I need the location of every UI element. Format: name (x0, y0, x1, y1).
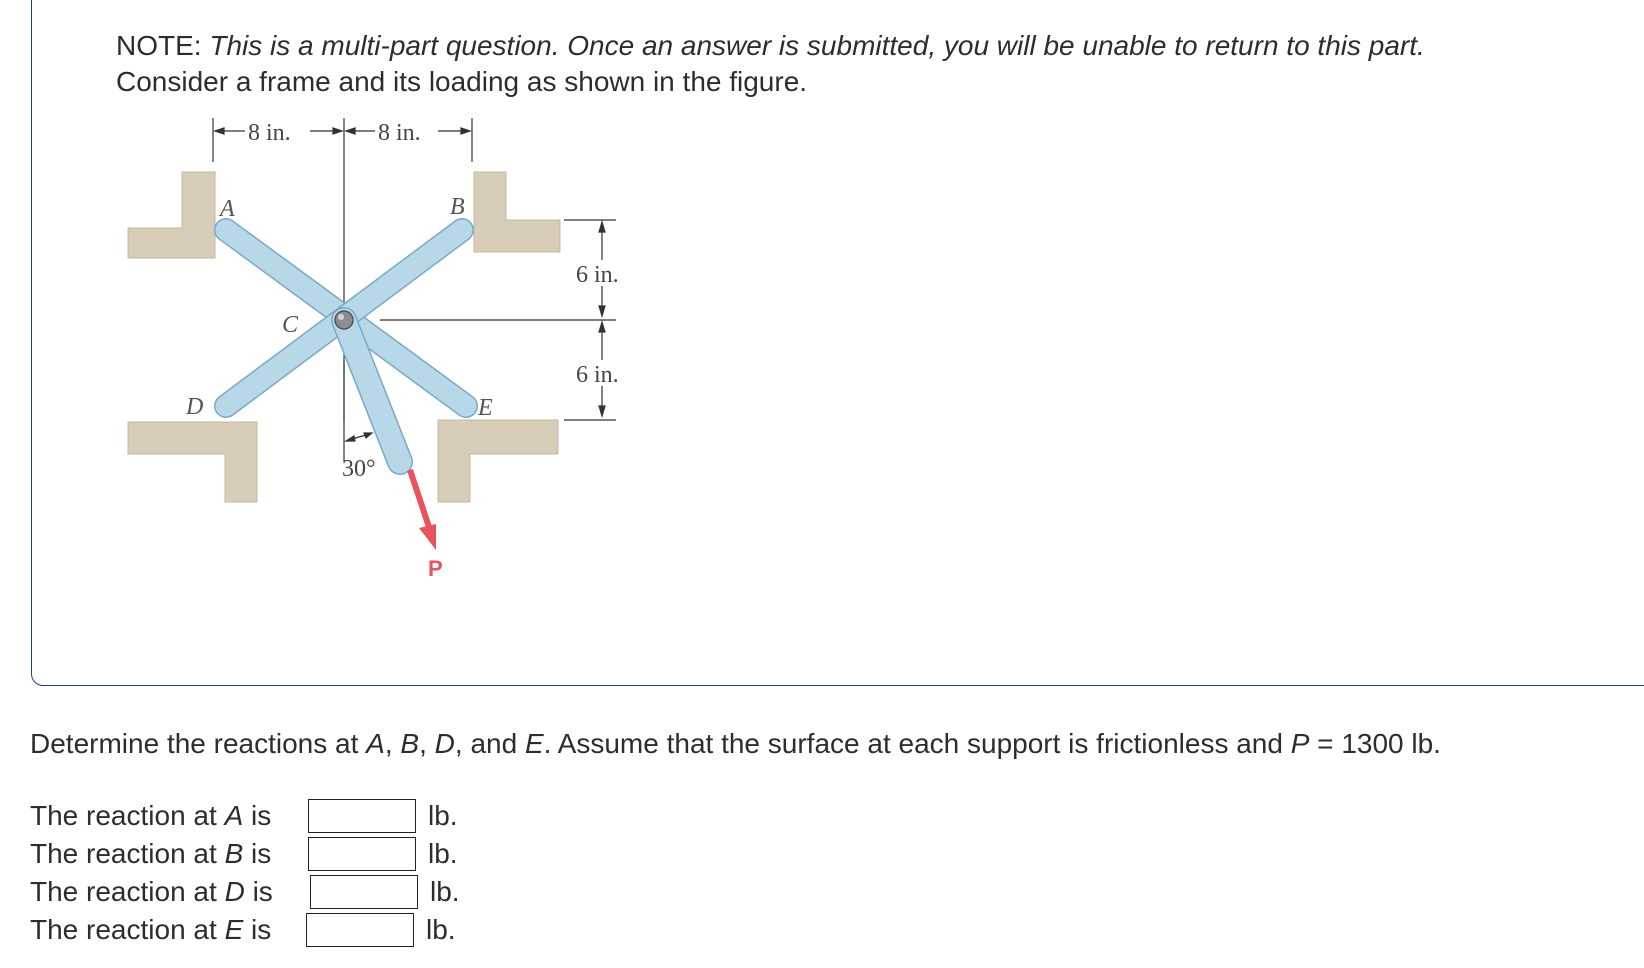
dim-top-left: 8 in. (248, 120, 291, 146)
label-A: A (220, 196, 235, 222)
support-E (438, 420, 558, 502)
unit-E: lb. (426, 914, 456, 945)
answer-row-D: The reaction at D is (30, 876, 273, 907)
unit-B: lb. (428, 838, 458, 869)
load-arrow-P (410, 470, 436, 550)
angle-label: 30° (342, 456, 376, 482)
label-C: C (282, 312, 299, 338)
pin-C (335, 311, 353, 329)
answer-row-B: The reaction at B is (30, 838, 272, 869)
support-B (474, 172, 560, 252)
question-text: Determine the reactions at A, B, D, and E. Assume that the surface at each support is frictionless and P = 1300 lb. (30, 728, 1441, 759)
intro-text: Consider a frame and its loading as shown in the figure. (116, 66, 808, 97)
unit-D: lb. (430, 876, 460, 907)
answer-row-E: The reaction at E is (30, 914, 272, 945)
support-D (128, 422, 257, 502)
dim-right-top: 6 in. (576, 262, 619, 288)
answer-row-A: The reaction at A is (30, 800, 272, 831)
label-B: B (450, 194, 465, 220)
note-body: This is a multi-part question. Once an answer is submitted, you will be unable to return to this part. (209, 30, 1425, 61)
reaction-B-input[interactable] (308, 837, 416, 871)
unit-A: lb. (428, 800, 458, 831)
label-D: D (186, 394, 204, 420)
reaction-D-input[interactable] (310, 875, 418, 909)
note-text (116, 28, 1425, 64)
dim-top-right: 8 in. (378, 120, 421, 146)
reaction-E-input[interactable] (306, 913, 414, 947)
frame-figure (120, 110, 660, 590)
reaction-A-input[interactable] (308, 799, 416, 833)
support-A (128, 172, 215, 258)
label-E: E (478, 395, 493, 421)
dim-right-bottom: 6 in. (576, 362, 619, 388)
label-P: P (428, 556, 443, 581)
note-prefix: NOTE: (116, 30, 210, 61)
